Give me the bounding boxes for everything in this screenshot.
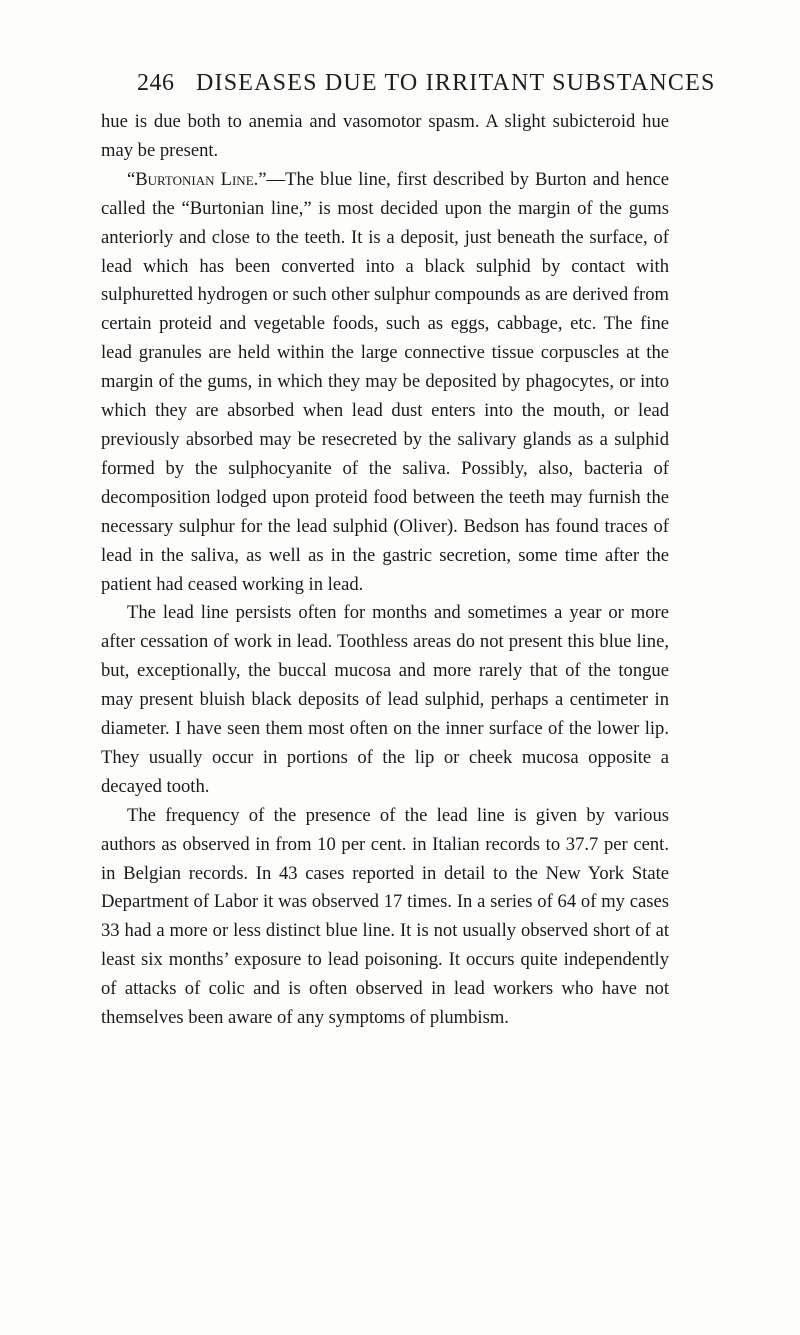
- body-text: [101, 108, 669, 1033]
- page-number: 246: [137, 70, 175, 96]
- running-title: DISEASES DUE TO IRRITANT SUBSTANCES: [196, 70, 716, 96]
- paragraph-lead-line-frequency: [101, 802, 669, 1033]
- paragraph-lead-line-persistence: [101, 599, 669, 801]
- paragraph-text: The frequency of the presence of the lead line is given by various authors as observed in from 10 per cent. in Italian records to 37.7 per cent. in Belgian records. In 43 cases reported in detail to the New York State Department of Labor it was observed 17 times. In a series of 64 of my cases 33 had a more or less distinct blue line. It is not usually observed short of at least six months’ exposure to lead poisoning. It occurs quite independently of attacks of colic and is often observed in lead workers who have not themselves been aware of any symptoms of plumbism.: [101, 804, 669, 1029]
- paragraph-text: The lead line persists often for months and sometimes a year or more after cessation of work in lead. Toothless areas do not present this blue line, but, exceptionally, the buccal mucosa and more rarely that of the tongue may present bluish black deposits of lead sulphid, perhaps a centimeter in diameter. I have seen them most often on the inner surface of the lower lip. They usually occur in portions of the lip or cheek mucosa opposite a decayed tooth.: [101, 602, 669, 797]
- paragraph-continuation: [101, 108, 669, 166]
- paragraph-burtonian-line: [101, 166, 669, 600]
- paragraph-text: —The blue line, first described by Burton and hence called the “Burtonian line,” is most decided upon the margin of the gums anteriorly and close to the teeth. It is a deposit, just beneath the surface, of lead which has been converted into a black sulphid by contact with sulphuretted hydrogen or such other sulphur compounds as are derived from certain proteid and vegetable foods, such as eggs, cabbage, etc. The fine lead granules are held within the large connective tissue corpuscles at the margin of the gums, in which they may be deposited by phagocytes, or into which they are absorbed when lead dust enters into the mouth, or lead previously absorbed may be resecreted by the salivary glands as a sulphid formed by the sulphocyanite of the saliva. Possibly, also, bacteria of decomposition lodged upon proteid food between the teeth may furnish the necessary sulphur for the lead sulphid (Oliver). Bedson has found traces of lead in the saliva, as well as in the gastric secretion, some time after the patient had ceased working in lead.: [101, 168, 669, 595]
- section-heading: “Burtonian Line.”: [127, 168, 267, 190]
- page-header: [0, 70, 800, 104]
- paragraph-text: hue is due both to anemia and vasomotor spasm. A slight subicteroid hue may be present.: [101, 111, 669, 161]
